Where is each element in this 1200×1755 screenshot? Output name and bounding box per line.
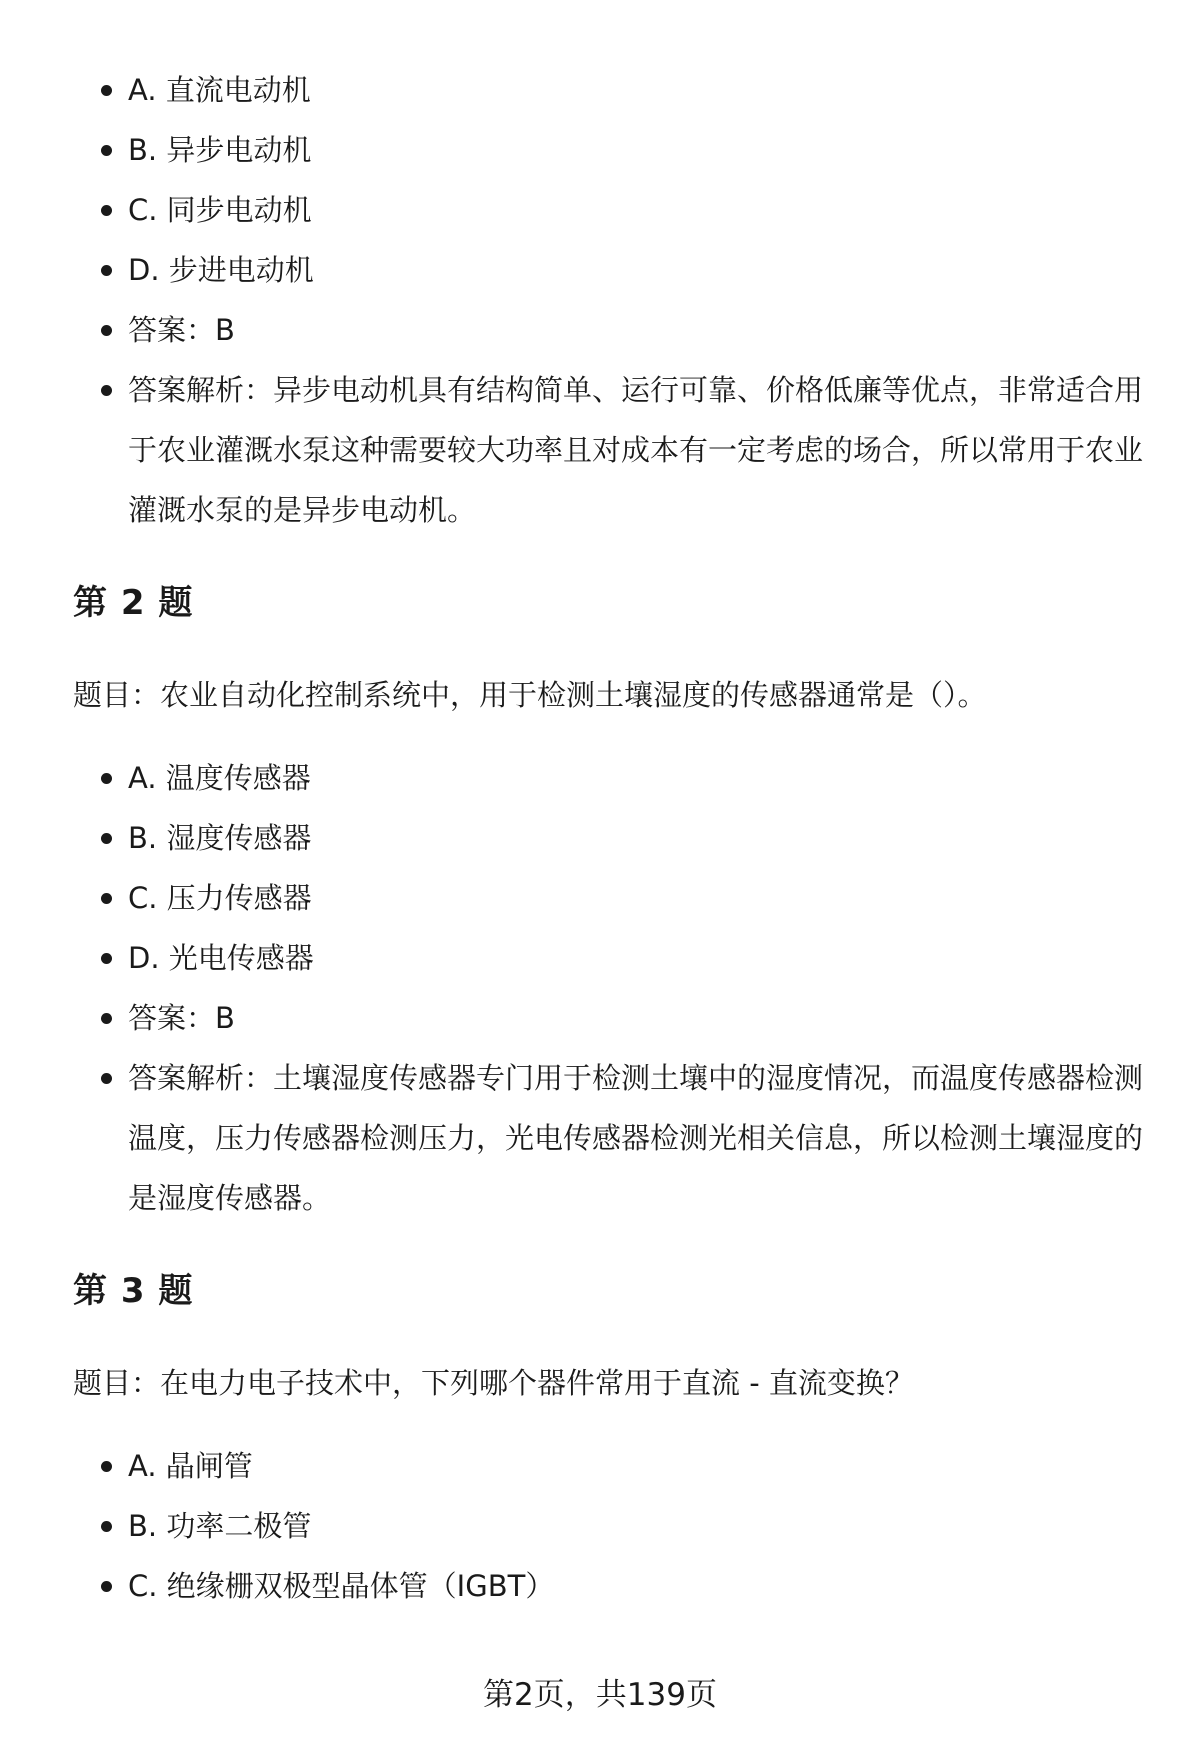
spacer [73, 1228, 1143, 1266]
q3-option-b: B. 功率二极管 [73, 1496, 1143, 1556]
q2-analysis: 答案解析：土壤湿度传感器专门用于检测土壤中的湿度情况，而温度传感器检测温度，压力传感器检测压力，光电传感器检测光相关信息，所以检测土壤湿度的是湿度传感器。 [73, 1048, 1143, 1228]
q1-options [73, 60, 1143, 540]
q2-answer: 答案：B [73, 988, 1143, 1048]
q3-options [73, 1436, 1143, 1616]
q1-analysis: 答案解析：异步电动机具有结构简单、运行可靠、价格低廉等优点，非常适合用于农业灌溉水泵这种需要较大功率且对成本有一定考虑的场合，所以常用于农业灌溉水泵的是异步电动机。 [73, 360, 1143, 540]
q2-options [73, 748, 1143, 1228]
q1-option-b: B. 异步电动机 [73, 120, 1143, 180]
q1-option-d: D. 步进电动机 [73, 240, 1143, 300]
q2-option-d: D. 光电传感器 [73, 928, 1143, 988]
q3-option-c: C. 绝缘栅双极型晶体管（IGBT） [73, 1556, 1143, 1616]
q1-option-c: C. 同步电动机 [73, 180, 1143, 240]
q1-answer: 答案：B [73, 300, 1143, 360]
q3-stem: 题目：在电力电子技术中，下列哪个器件常用于直流 - 直流变换？ [73, 1366, 914, 1400]
q1-option-a: A. 直流电动机 [73, 60, 1143, 120]
q2-option-b: B. 湿度传感器 [73, 808, 1143, 868]
document-page [73, 60, 1143, 1616]
spacer [73, 540, 1143, 578]
q2-option-a: A. 温度传感器 [73, 748, 1143, 808]
q2-heading: 第 2 题 [73, 583, 194, 623]
q3-option-a: A. 晶闸管 [73, 1436, 1143, 1496]
q3-heading: 第 3 题 [73, 1271, 194, 1311]
page-footer: 第2页，共139页 [483, 1677, 717, 1713]
q2-stem: 题目：农业自动化控制系统中，用于检测土壤湿度的传感器通常是（）。 [73, 678, 987, 712]
q2-option-c: C. 压力传感器 [73, 868, 1143, 928]
